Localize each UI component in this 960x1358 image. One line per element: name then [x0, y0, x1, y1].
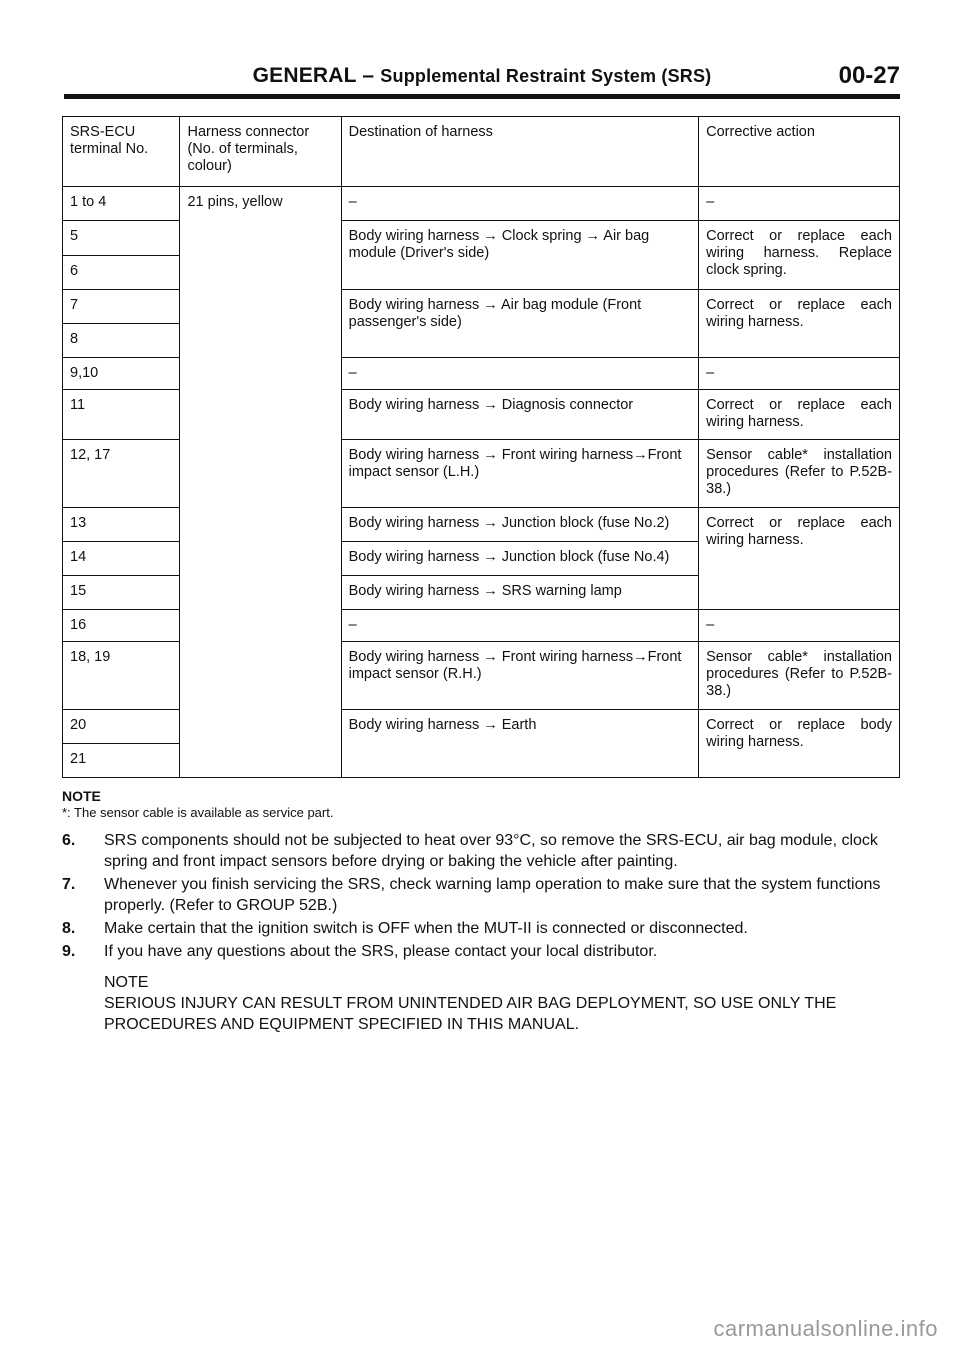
cell-terminal: 9,10: [63, 358, 180, 390]
header-connector: Harness connector (No. of terminals, colour): [180, 117, 341, 187]
step-text: SRS components should not be subjected to heat over 93°C, so remove the SRS-ECU, air bag module, clock spring and front impact sensors before drying or baking the vehicle after painting.: [104, 832, 878, 870]
cell-action: Correct or replace each wiring harness. Replace clock spring.: [699, 221, 900, 290]
warning-note: [104, 972, 902, 1035]
table-header-row: [63, 117, 900, 187]
page-title: [64, 64, 900, 88]
step-text: Make certain that the ignition switch is OFF when the MUT-II is connected or disconnected.: [104, 920, 748, 937]
list-item: [62, 941, 902, 962]
cell-action: –: [699, 187, 900, 221]
cell-terminal: 20: [63, 710, 180, 744]
cell-destination: Body wiring harness → SRS warning lamp: [341, 576, 699, 610]
cell-terminal: 13: [63, 508, 180, 542]
harness-table: [62, 116, 900, 778]
list-item: [62, 918, 902, 939]
title-main: GENERAL: [252, 64, 357, 87]
watermark: carmanualsonline.info: [713, 1316, 938, 1341]
cell-terminal: 6: [63, 256, 180, 290]
cell-action: Correct or replace each wiring harness.: [699, 290, 900, 358]
list-item: [62, 874, 902, 916]
list-item: [62, 830, 902, 872]
title-sub: Supplemental Restraint System (SRS): [380, 66, 712, 86]
cell-terminal: 7: [63, 290, 180, 324]
cell-terminal: 21: [63, 744, 180, 778]
cell-destination: Body wiring harness → Clock spring → Air bag module (Driver's side): [341, 221, 699, 290]
notes-section: [62, 788, 902, 1035]
cell-destination: Body wiring harness → Junction block (fuse No.4): [341, 542, 699, 576]
table-row: [63, 187, 900, 221]
cell-terminal: 12, 17: [63, 440, 180, 508]
cell-terminal: 15: [63, 576, 180, 610]
warning-label: NOTE: [104, 974, 149, 991]
cell-action: Sensor cable* installation procedures (Refer to P.52B-38.): [699, 440, 900, 508]
cell-destination: –: [341, 187, 699, 221]
page-number: 00-27: [838, 62, 900, 89]
note-text: *: The sensor cable is available as service part.: [62, 805, 334, 820]
cell-terminal: 18, 19: [63, 642, 180, 710]
cell-action: Sensor cable* installation procedures (Refer to P.52B-38.): [699, 642, 900, 710]
step-number: 9.: [62, 943, 76, 960]
cell-destination: Body wiring harness → Front wiring harness→Front impact sensor (R.H.): [341, 642, 699, 710]
cell-destination: Body wiring harness → Junction block (fuse No.2): [341, 508, 699, 542]
cell-terminal: 14: [63, 542, 180, 576]
step-text: If you have any questions about the SRS, please contact your local distributor.: [104, 943, 658, 960]
step-number: 7.: [62, 876, 76, 893]
cell-action: Correct or replace body wiring harness.: [699, 710, 900, 778]
cell-destination: –: [341, 358, 699, 390]
step-number: 8.: [62, 920, 76, 937]
warning-text: SERIOUS INJURY CAN RESULT FROM UNINTENDED AIR BAG DEPLOYMENT, SO USE ONLY THE PROCEDURES AND EQUIPMENT SPECIFIED IN THIS MANUAL.: [104, 995, 837, 1033]
cell-terminal: 16: [63, 610, 180, 642]
steps-list: [62, 830, 902, 962]
cell-destination: Body wiring harness → Air bag module (Front passenger's side): [341, 290, 699, 358]
cell-destination: Body wiring harness → Front wiring harness→Front impact sensor (L.H.): [341, 440, 699, 508]
cell-terminal: 11: [63, 390, 180, 440]
header-destination: Destination of harness: [341, 117, 699, 187]
header-action: Corrective action: [699, 117, 900, 187]
cell-terminal: 8: [63, 324, 180, 358]
cell-destination: Body wiring harness → Diagnosis connector: [341, 390, 699, 440]
cell-action: Correct or replace each wiring harness.: [699, 390, 900, 440]
cell-action: Correct or replace each wiring harness.: [699, 508, 900, 610]
cell-destination: Body wiring harness → Earth: [341, 710, 699, 778]
cell-action: –: [699, 358, 900, 390]
cell-terminal: 5: [63, 221, 180, 256]
title-separator: –: [362, 64, 375, 87]
cell-terminal: 1 to 4: [63, 187, 180, 221]
step-text: Whenever you finish servicing the SRS, check warning lamp operation to make sure that the system functions properly. (Refer to GROUP 52B.): [104, 876, 881, 914]
cell-action: –: [699, 610, 900, 642]
page-header: [64, 58, 900, 99]
header-terminal: SRS-ECU terminal No.: [63, 117, 180, 187]
note-label: NOTE: [62, 788, 101, 804]
cell-destination: –: [341, 610, 699, 642]
step-number: 6.: [62, 832, 76, 849]
cell-connector: 21 pins, yellow: [180, 187, 341, 778]
